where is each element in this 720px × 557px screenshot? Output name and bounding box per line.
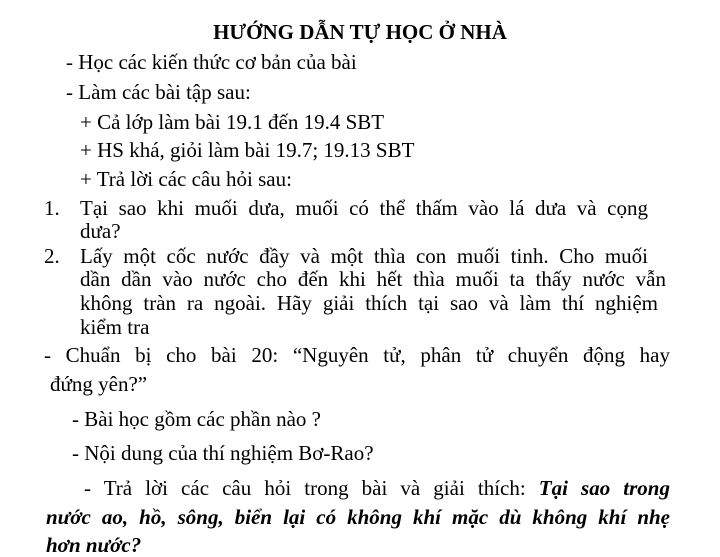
question-2-line: Lấy một cốc nước đầy và một thìa con muối tinh. Cho muối [80,244,648,268]
prep-line: - Chuẩn bị cho bài 20: “Nguyên tử, phân tử chuyển động hay [44,343,670,367]
prep-item-emphasis-line: nước ao, hồ, sông, biển lại có không khí mặc dù không khí nhẹ [46,505,670,529]
instruction-learn: - Học các kiến thức cơ bản của bài [66,50,357,74]
exercise-questions: + Trả lời các câu hỏi sau: [80,167,292,191]
prep-line: đứng yên?” [50,372,148,396]
prep-item-emphasis-line: hơn nước? [46,533,142,557]
question-1-line: Tại sao khi muối dưa, muối có thể thấm vào lá dưa và cọng [80,196,648,220]
prep-item [84,476,670,500]
instruction-exercises: - Làm các bài tập sau: [66,80,251,104]
prep-item-emphasis: Tại sao trong [538,476,670,500]
question-2-line: không tràn ra ngoài. Hãy giải thích tại sao và làm thí nghiệm [80,291,658,315]
prep-item-text: - Trả lời các câu hỏi trong bài và giải thích: [84,476,539,500]
prep-item: - Bài học gồm các phần nào ? [72,407,321,431]
exercise-class: + Cả lớp làm bài 19.1 đến 19.4 SBT [80,110,385,134]
question-1-number: 1. [44,196,60,220]
question-2-line: kiểm tra [80,315,150,339]
question-1-line: dưa? [80,219,121,243]
page-title: HƯỚNG DẪN TỰ HỌC Ở NHÀ [213,20,507,44]
question-2-line: dần dần vào nước cho đến khi hết thìa muối ta thấy nước vẫn [80,267,666,291]
prep-item: - Nội dung của thí nghiệm Bơ-Rao? [72,441,374,465]
exercise-advanced: + HS khá, giỏi làm bài 19.7; 19.13 SBT [80,138,415,162]
question-2-number: 2. [44,244,60,268]
